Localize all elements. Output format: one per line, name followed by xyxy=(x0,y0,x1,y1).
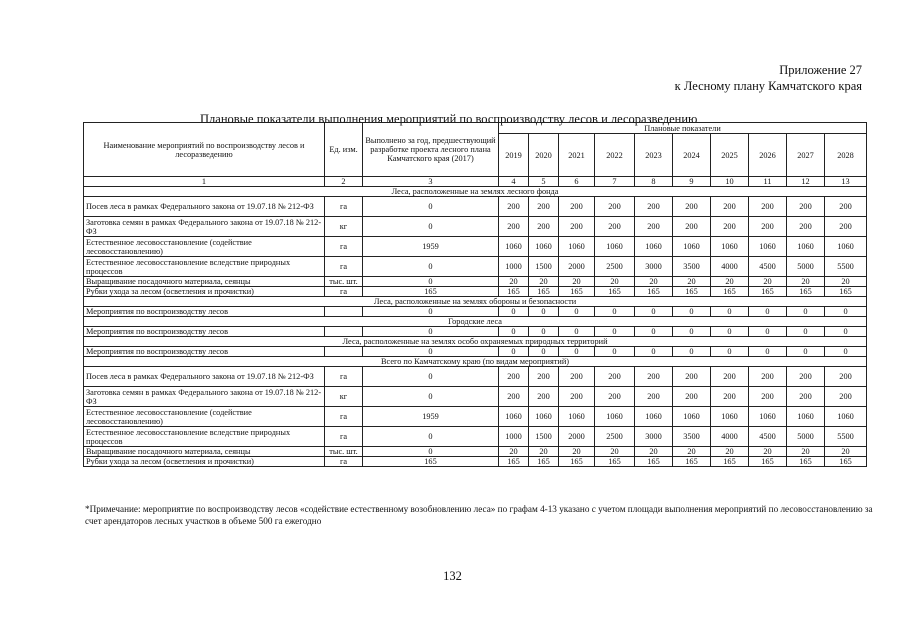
planned-value-cell: 5500 xyxy=(825,257,867,277)
planned-value-cell: 0 xyxy=(559,327,595,337)
unit-cell: тыс. шт. xyxy=(325,447,363,457)
planned-value-cell: 165 xyxy=(529,457,559,467)
done-2017-cell: 1959 xyxy=(363,237,499,257)
planned-value-cell: 200 xyxy=(595,387,635,407)
planned-value-cell: 2000 xyxy=(559,427,595,447)
header-year: 2024 xyxy=(673,134,711,177)
planned-value-cell: 0 xyxy=(787,327,825,337)
planned-value-cell: 20 xyxy=(595,447,635,457)
header-year: 2028 xyxy=(825,134,867,177)
unit-cell: га xyxy=(325,407,363,427)
planned-value-cell: 20 xyxy=(825,447,867,457)
planned-value-cell: 1060 xyxy=(529,237,559,257)
planned-value-cell: 1060 xyxy=(499,237,529,257)
unit-cell: га xyxy=(325,287,363,297)
planned-value-cell: 1060 xyxy=(673,237,711,257)
planned-value-cell: 200 xyxy=(559,217,595,237)
planned-value-cell: 200 xyxy=(825,367,867,387)
planned-value-cell: 200 xyxy=(635,387,673,407)
header-year: 2020 xyxy=(529,134,559,177)
done-2017-cell: 1959 xyxy=(363,407,499,427)
activity-name: Естественное лесовосстановление (содействие лесовосстановлению) xyxy=(84,407,325,427)
planned-value-cell: 165 xyxy=(825,457,867,467)
planned-value-cell: 200 xyxy=(529,197,559,217)
planned-value-cell: 20 xyxy=(529,447,559,457)
planned-value-cell: 0 xyxy=(635,347,673,357)
planned-value-cell: 200 xyxy=(559,197,595,217)
planned-value-cell: 0 xyxy=(825,307,867,317)
section-heading: Леса, расположенные на землях обороны и безопасности xyxy=(84,297,867,307)
done-2017-cell: 0 xyxy=(363,347,499,357)
planned-value-cell: 20 xyxy=(711,447,749,457)
planned-value-cell: 200 xyxy=(635,217,673,237)
table-row xyxy=(84,217,867,237)
planned-value-cell: 165 xyxy=(499,287,529,297)
header-name: Наименование мероприятий по воспроизводству лесов и лесоразведению xyxy=(84,123,325,177)
planned-value-cell: 3000 xyxy=(635,257,673,277)
planned-value-cell: 200 xyxy=(595,217,635,237)
planned-value-cell: 0 xyxy=(529,307,559,317)
section-row xyxy=(84,337,867,347)
table-row xyxy=(84,387,867,407)
table-row xyxy=(84,407,867,427)
planned-value-cell: 20 xyxy=(711,277,749,287)
unit-cell xyxy=(325,347,363,357)
unit-cell: га xyxy=(325,197,363,217)
done-2017-cell: 165 xyxy=(363,457,499,467)
table-row xyxy=(84,427,867,447)
table-header xyxy=(84,123,867,187)
column-number: 4 xyxy=(499,177,529,187)
planned-value-cell: 200 xyxy=(529,387,559,407)
header-year: 2027 xyxy=(787,134,825,177)
planned-value-cell: 200 xyxy=(635,367,673,387)
planned-value-cell: 200 xyxy=(749,217,787,237)
planned-value-cell: 1060 xyxy=(499,407,529,427)
planned-value-cell: 200 xyxy=(529,367,559,387)
activity-name: Мероприятия по воспроизводству лесов xyxy=(84,307,325,317)
planned-value-cell: 165 xyxy=(711,457,749,467)
page-number: 132 xyxy=(443,569,462,583)
done-2017-cell: 0 xyxy=(363,367,499,387)
planned-value-cell: 165 xyxy=(787,287,825,297)
header-year: 2022 xyxy=(595,134,635,177)
planned-value-cell: 1060 xyxy=(749,407,787,427)
planned-value-cell: 4500 xyxy=(749,427,787,447)
planned-value-cell: 200 xyxy=(825,197,867,217)
planned-value-cell: 0 xyxy=(749,327,787,337)
planned-value-cell: 165 xyxy=(825,287,867,297)
column-number: 2 xyxy=(325,177,363,187)
planned-value-cell: 200 xyxy=(749,367,787,387)
planned-value-cell: 200 xyxy=(595,367,635,387)
unit-cell: га xyxy=(325,457,363,467)
planned-value-cell: 200 xyxy=(749,387,787,407)
planned-value-cell: 0 xyxy=(595,327,635,337)
planned-value-cell: 1060 xyxy=(559,237,595,257)
planned-value-cell: 20 xyxy=(673,447,711,457)
appendix-number: Приложение 27 xyxy=(779,63,862,77)
planned-value-cell: 165 xyxy=(595,457,635,467)
section-heading: Всего по Камчатскому краю (по видам мероприятий) xyxy=(84,357,867,367)
done-2017-cell: 0 xyxy=(363,427,499,447)
planned-value-cell: 1060 xyxy=(595,237,635,257)
done-2017-cell: 0 xyxy=(363,257,499,277)
planned-value-cell: 1060 xyxy=(635,407,673,427)
header-column-numbers xyxy=(84,177,867,187)
column-number: 7 xyxy=(595,177,635,187)
planned-value-cell: 4500 xyxy=(749,257,787,277)
planned-value-cell: 0 xyxy=(595,307,635,317)
planned-value-cell: 1060 xyxy=(825,237,867,257)
planned-value-cell: 1060 xyxy=(711,407,749,427)
planned-value-cell: 0 xyxy=(787,347,825,357)
done-2017-cell: 0 xyxy=(363,197,499,217)
planned-value-cell: 2500 xyxy=(595,427,635,447)
planned-value-cell: 165 xyxy=(749,457,787,467)
unit-cell: га xyxy=(325,257,363,277)
planned-value-cell: 20 xyxy=(673,277,711,287)
planned-value-cell: 165 xyxy=(673,287,711,297)
planned-value-cell: 200 xyxy=(673,197,711,217)
planned-value-cell: 200 xyxy=(499,197,529,217)
planned-value-cell: 200 xyxy=(825,217,867,237)
planned-value-cell: 20 xyxy=(529,277,559,287)
section-row xyxy=(84,297,867,307)
planned-value-cell: 165 xyxy=(711,287,749,297)
planned-value-cell: 20 xyxy=(559,447,595,457)
activity-name: Посев леса в рамках Федерального закона от 19.07.18 № 212-ФЗ xyxy=(84,367,325,387)
table-row xyxy=(84,327,867,337)
planned-value-cell: 20 xyxy=(635,277,673,287)
planned-value-cell: 4000 xyxy=(711,427,749,447)
planned-value-cell: 1060 xyxy=(787,237,825,257)
planned-value-cell: 20 xyxy=(499,447,529,457)
section-row xyxy=(84,357,867,367)
planned-value-cell: 200 xyxy=(559,387,595,407)
planned-value-cell: 1000 xyxy=(499,257,529,277)
done-2017-cell: 0 xyxy=(363,307,499,317)
column-number: 3 xyxy=(363,177,499,187)
planned-value-cell: 165 xyxy=(499,457,529,467)
table-row xyxy=(84,197,867,217)
planned-value-cell: 165 xyxy=(529,287,559,297)
section-row xyxy=(84,187,867,197)
planned-value-cell: 200 xyxy=(635,197,673,217)
planned-value-cell: 200 xyxy=(499,387,529,407)
column-number: 10 xyxy=(711,177,749,187)
activity-name: Рубки ухода за лесом (осветления и прочистки) xyxy=(84,287,325,297)
table-row xyxy=(84,287,867,297)
planned-value-cell: 200 xyxy=(673,367,711,387)
planned-value-cell: 200 xyxy=(711,367,749,387)
done-2017-cell: 0 xyxy=(363,277,499,287)
planned-value-cell: 20 xyxy=(749,447,787,457)
done-2017-cell: 0 xyxy=(363,387,499,407)
planned-value-cell: 1060 xyxy=(749,237,787,257)
activity-name: Заготовка семян в рамках Федерального закона от 19.07.18 № 212-ФЗ xyxy=(84,387,325,407)
planned-value-cell: 1060 xyxy=(711,237,749,257)
column-number: 8 xyxy=(635,177,673,187)
planned-value-cell: 165 xyxy=(635,457,673,467)
planned-value-cell: 0 xyxy=(499,327,529,337)
planned-value-cell: 0 xyxy=(749,307,787,317)
planned-value-cell: 1060 xyxy=(825,407,867,427)
activity-name: Естественное лесовосстановление (содействие лесовосстановлению) xyxy=(84,237,325,257)
table-body xyxy=(84,187,867,467)
header-year: 2021 xyxy=(559,134,595,177)
unit-cell: га xyxy=(325,237,363,257)
planned-value-cell: 1500 xyxy=(529,257,559,277)
planned-value-cell: 200 xyxy=(787,217,825,237)
planned-value-cell: 0 xyxy=(673,327,711,337)
planned-value-cell: 0 xyxy=(499,347,529,357)
activity-name: Посев леса в рамках Федерального закона от 19.07.18 № 212-ФЗ xyxy=(84,197,325,217)
planned-value-cell: 20 xyxy=(635,447,673,457)
done-2017-cell: 165 xyxy=(363,287,499,297)
planned-value-cell: 0 xyxy=(673,347,711,357)
table-row xyxy=(84,367,867,387)
footnote: *Примечание: мероприятие по воспроизводству лесов «содействие естественному возобновлению леса» по графам 4-13 указано с учетом площади выполнения мероприятий по лесовосстановлению за счет арендаторов лесных участков в объеме 500 га ежегодно xyxy=(85,504,873,526)
planned-value-cell: 200 xyxy=(673,387,711,407)
activity-name: Выращивание посадочного материала, сеянцы xyxy=(84,447,325,457)
activity-name: Естественное лесовосстановление вследствие природных процессов xyxy=(84,257,325,277)
planned-value-cell: 20 xyxy=(787,447,825,457)
column-number: 12 xyxy=(787,177,825,187)
header-planned: Плановые показатели xyxy=(499,123,867,134)
column-number: 5 xyxy=(529,177,559,187)
planned-value-cell: 165 xyxy=(559,287,595,297)
planned-value-cell: 20 xyxy=(749,277,787,287)
unit-cell: га xyxy=(325,427,363,447)
planned-value-cell: 3500 xyxy=(673,257,711,277)
unit-cell: га xyxy=(325,367,363,387)
planned-value-cell: 1060 xyxy=(559,407,595,427)
planned-value-cell: 200 xyxy=(711,217,749,237)
column-number: 6 xyxy=(559,177,595,187)
planned-value-cell: 200 xyxy=(559,367,595,387)
planned-value-cell: 0 xyxy=(711,347,749,357)
planned-value-cell: 0 xyxy=(499,307,529,317)
done-2017-cell: 0 xyxy=(363,327,499,337)
planned-value-cell: 165 xyxy=(635,287,673,297)
planned-value-cell: 200 xyxy=(787,197,825,217)
activity-name: Выращивание посадочного материала, сеянцы xyxy=(84,277,325,287)
planned-value-cell: 165 xyxy=(673,457,711,467)
planned-value-cell: 165 xyxy=(749,287,787,297)
planned-value-cell: 5000 xyxy=(787,427,825,447)
table-row xyxy=(84,457,867,467)
planned-value-cell: 1060 xyxy=(673,407,711,427)
done-2017-cell: 0 xyxy=(363,217,499,237)
activity-name: Мероприятия по воспроизводству лесов xyxy=(84,347,325,357)
activity-name: Заготовка семян в рамках Федерального закона от 19.07.18 № 212-ФЗ xyxy=(84,217,325,237)
planned-value-cell: 20 xyxy=(825,277,867,287)
planned-value-cell: 200 xyxy=(787,387,825,407)
planned-value-cell: 0 xyxy=(787,307,825,317)
planned-value-cell: 200 xyxy=(711,387,749,407)
appendix-subtitle: к Лесному плану Камчатского края xyxy=(674,79,862,93)
planned-value-cell: 0 xyxy=(825,347,867,357)
planned-value-cell: 1060 xyxy=(787,407,825,427)
header-year: 2019 xyxy=(499,134,529,177)
planned-value-cell: 1060 xyxy=(635,237,673,257)
planned-value-cell: 200 xyxy=(673,217,711,237)
planned-value-cell: 20 xyxy=(595,277,635,287)
section-row xyxy=(84,317,867,327)
planned-value-cell: 20 xyxy=(499,277,529,287)
done-2017-cell: 0 xyxy=(363,447,499,457)
table-row xyxy=(84,257,867,277)
planned-value-cell: 0 xyxy=(635,307,673,317)
planned-value-cell: 200 xyxy=(711,197,749,217)
table-row xyxy=(84,237,867,257)
unit-cell: тыс. шт. xyxy=(325,277,363,287)
appendix-caption xyxy=(675,62,862,94)
planned-value-cell: 0 xyxy=(635,327,673,337)
planned-value-cell: 5500 xyxy=(825,427,867,447)
planned-value-cell: 20 xyxy=(787,277,825,287)
unit-cell xyxy=(325,327,363,337)
planned-value-cell: 4000 xyxy=(711,257,749,277)
planned-value-cell: 200 xyxy=(499,217,529,237)
planned-value-cell: 0 xyxy=(711,307,749,317)
planned-value-cell: 0 xyxy=(825,327,867,337)
column-number: 11 xyxy=(749,177,787,187)
header-unit: Ед. изм. xyxy=(325,123,363,177)
planned-value-cell: 200 xyxy=(749,197,787,217)
planned-value-cell: 0 xyxy=(673,307,711,317)
planned-value-cell: 200 xyxy=(529,217,559,237)
table-row xyxy=(84,277,867,287)
column-number: 1 xyxy=(84,177,325,187)
unit-cell: кг xyxy=(325,387,363,407)
section-heading: Городские леса xyxy=(84,317,867,327)
planned-value-cell: 0 xyxy=(595,347,635,357)
table-row xyxy=(84,447,867,457)
planned-value-cell: 5000 xyxy=(787,257,825,277)
planned-value-cell: 165 xyxy=(559,457,595,467)
column-number: 13 xyxy=(825,177,867,187)
table-title: Плановые показатели выполнения мероприятий по воспроизводству лесов и лесоразведению xyxy=(200,112,698,126)
activity-name: Рубки ухода за лесом (осветления и прочистки) xyxy=(84,457,325,467)
planned-value-cell: 0 xyxy=(529,327,559,337)
planned-value-cell: 165 xyxy=(787,457,825,467)
planned-value-cell: 0 xyxy=(559,307,595,317)
planned-value-cell: 2000 xyxy=(559,257,595,277)
planned-indicators-table xyxy=(83,122,867,467)
table-row xyxy=(84,347,867,357)
planned-value-cell: 200 xyxy=(595,197,635,217)
planned-value-cell: 165 xyxy=(595,287,635,297)
planned-value-cell: 0 xyxy=(711,327,749,337)
column-number: 9 xyxy=(673,177,711,187)
header-done: Выполнено за год, предшествующий разработке проекта лесного плана Камчатского края (2017) xyxy=(363,123,499,177)
planned-value-cell: 2500 xyxy=(595,257,635,277)
planned-value-cell: 20 xyxy=(559,277,595,287)
planned-value-cell: 1000 xyxy=(499,427,529,447)
header-year: 2026 xyxy=(749,134,787,177)
planned-value-cell: 0 xyxy=(749,347,787,357)
planned-value-cell: 1060 xyxy=(595,407,635,427)
planned-value-cell: 200 xyxy=(499,367,529,387)
activity-name: Мероприятия по воспроизводству лесов xyxy=(84,327,325,337)
planned-value-cell: 1060 xyxy=(529,407,559,427)
planned-value-cell: 200 xyxy=(787,367,825,387)
section-heading: Леса, расположенные на землях лесного фонда xyxy=(84,187,867,197)
planned-value-cell: 0 xyxy=(559,347,595,357)
table-row xyxy=(84,307,867,317)
header-year: 2023 xyxy=(635,134,673,177)
planned-value-cell: 200 xyxy=(825,387,867,407)
planned-value-cell: 3500 xyxy=(673,427,711,447)
section-heading: Леса, расположенные на землях особо охраняемых природных территорий xyxy=(84,337,867,347)
planned-value-cell: 0 xyxy=(529,347,559,357)
unit-cell xyxy=(325,307,363,317)
activity-name: Естественное лесовосстановление вследствие природных процессов xyxy=(84,427,325,447)
unit-cell: кг xyxy=(325,217,363,237)
planned-value-cell: 1500 xyxy=(529,427,559,447)
planned-value-cell: 3000 xyxy=(635,427,673,447)
header-year: 2025 xyxy=(711,134,749,177)
